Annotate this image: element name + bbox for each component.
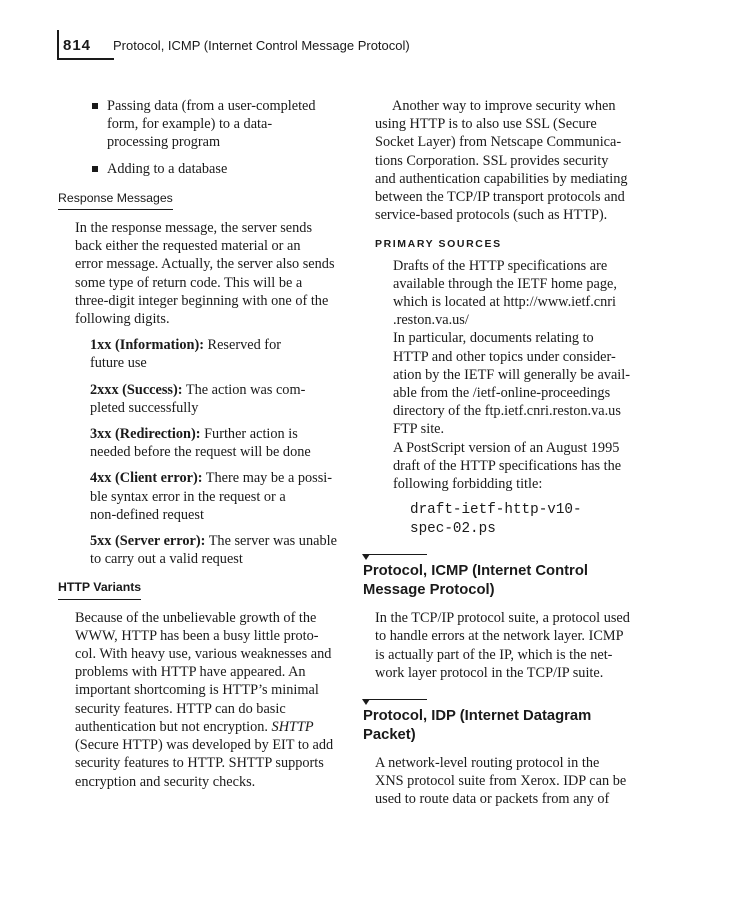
primary-sources-heading: PRIMARY SOURCES [375,238,502,251]
entry-body [363,609,647,682]
text-line: draft of the HTTP specifications has the [393,457,622,474]
code-label: 5xx (Server error): [90,533,206,550]
text-line: The action was com- [182,381,306,398]
entry-rule [367,554,427,555]
code-line: draft-ietf-http-v10- [410,502,582,519]
text-line: In the response message, the server sends [75,220,313,237]
text-line: using HTTP is to also use SSL (Secure [375,116,597,133]
variants-paragraph [58,609,342,791]
text-line: able from the /ietf-online-proceedings [393,385,611,402]
text-line: work layer protocol in the TCP/IP suite. [375,664,604,681]
primary-paragraph [363,439,647,494]
heading-line: Protocol, ICMP (Internet Control [363,563,588,580]
response-messages-heading: Response Messages [58,189,173,210]
text-line: important shortcoming is HTTP’s minimal [75,682,319,699]
entry-marker [363,554,427,562]
code-label: 3xx (Redirection): [90,426,201,443]
text-line: There may be a possi- [202,470,333,487]
italic-term: SHTTP [271,718,314,735]
text-line: security features to HTTP. SHTTP supports [75,755,324,772]
text-line: A network-level routing protocol in the [375,755,600,772]
text-line: security features. HTTP can do basic [75,700,286,717]
heading-line: Message Protocol) [363,582,495,599]
bullet-line: form, for example) to a data- [107,116,273,133]
entry-heading [363,562,647,600]
entry-icmp [363,554,647,682]
bullet-line: Passing data (from a user-completed [107,98,316,114]
text-line: future use [90,355,147,372]
text-line: Reserved for [203,337,281,354]
text-line: The server was unable [205,533,337,550]
code-label: 4xx (Client error): [90,470,203,487]
text-line: three-digit integer beginning with one of the [75,292,329,309]
text-line: .reston.va.us/ [393,312,469,329]
entry-marker [363,699,427,707]
code-2xx [58,381,342,417]
text-line: Further action is [200,426,298,443]
bullet-item [58,160,342,178]
code-label: 2xxx (Success): [90,381,183,398]
text-line: between the TCP/IP transport protocols and [375,189,625,206]
left-column [58,97,342,791]
http-variants-heading: HTTP Variants [58,578,141,599]
text-line: pleted successfully [90,399,199,416]
bullet-line: Adding to a database [107,160,228,177]
right-column [363,97,647,809]
code-line: spec-02.ps [410,521,496,538]
text-line: back either the requested material or an [75,238,301,255]
text-line: error message. Actually, the server also sends [75,256,335,273]
text-line: available through the IETF home page, [393,275,617,292]
text-line: WWW, HTTP has been a busy little proto- [75,627,319,644]
text-line: Drafts of the HTTP specifications are [393,257,608,274]
bullet-square-icon [92,103,98,109]
entry-heading [363,707,647,745]
bullet-square-icon [92,166,98,172]
text-line: used to route data or packets from any of [375,791,610,808]
text-line: following digits. [75,311,170,328]
text-line: is actually part of the IP, which is the net- [375,646,613,663]
header-rule-horizontal [57,58,114,60]
text-line: non-defined request [90,506,204,523]
header-rule-vertical [57,30,59,60]
entry-idp [363,699,647,809]
code-5xx [58,532,342,568]
primary-paragraph [363,257,647,330]
running-head: Protocol, ICMP (Internet Control Message Protocol) [113,38,410,53]
entry-body [363,754,647,809]
text-line: ble syntax error in the request or a [90,488,286,505]
text-line: XNS protocol suite from Xerox. IDP can be [375,773,627,790]
text-line: needed before the request will be done [90,444,311,461]
text-line: which is located at http://www.ietf.cnri [393,294,616,311]
bullet-item [58,97,342,152]
text-line: HTTP and other topics under consider- [393,348,616,365]
text-line: authentication but not encryption. [75,718,268,735]
entry-rule [367,699,427,700]
code-3xx [58,425,342,461]
text-line: ation by the IETF will generally be avail- [393,366,631,383]
text-line: Socket Layer) from Netscape Communica- [375,134,622,151]
bullet-line: processing program [107,134,221,151]
text-line: In particular, documents relating to [393,330,594,347]
text-line: Another way to improve security when [392,98,616,114]
text-line: col. With heavy use, various weaknesses and [75,646,332,663]
text-line: directory of the ftp.ietf.cnri.reston.va.us [393,403,621,420]
text-line: following forbidding title: [393,476,543,493]
text-line: FTP site. [393,421,445,438]
text-line: A PostScript version of an August 1995 [393,439,620,456]
text-line: problems with HTTP have appeared. An [75,664,306,681]
text-line: encryption and security checks. [75,773,256,790]
text-line: (Secure HTTP) was developed by EIT to add [75,737,334,754]
primary-paragraph [363,329,647,438]
ssl-paragraph [363,97,647,224]
code-label: 1xx (Information): [90,337,204,354]
text-line: tions Corporation. SSL provides security [375,152,609,169]
response-paragraph [58,219,342,328]
text-line: service-based protocols (such as HTTP). [375,207,608,224]
text-line: and authentication capabilities by mediating [375,170,628,187]
text-line: to carry out a valid request [90,551,243,568]
text-line: In the TCP/IP protocol suite, a protocol used [375,610,630,627]
code-1xx [58,336,342,372]
code-block [363,501,647,539]
text-line: Because of the unbelievable growth of the [75,609,317,626]
heading-line: Packet) [363,727,416,744]
code-4xx [58,469,342,524]
text-line: some type of return code. This will be a [75,274,303,291]
heading-line: Protocol, IDP (Internet Datagram [363,708,592,725]
page-number: 814 [63,37,92,54]
text-line: to handle errors at the network layer. ICMP [375,628,624,645]
